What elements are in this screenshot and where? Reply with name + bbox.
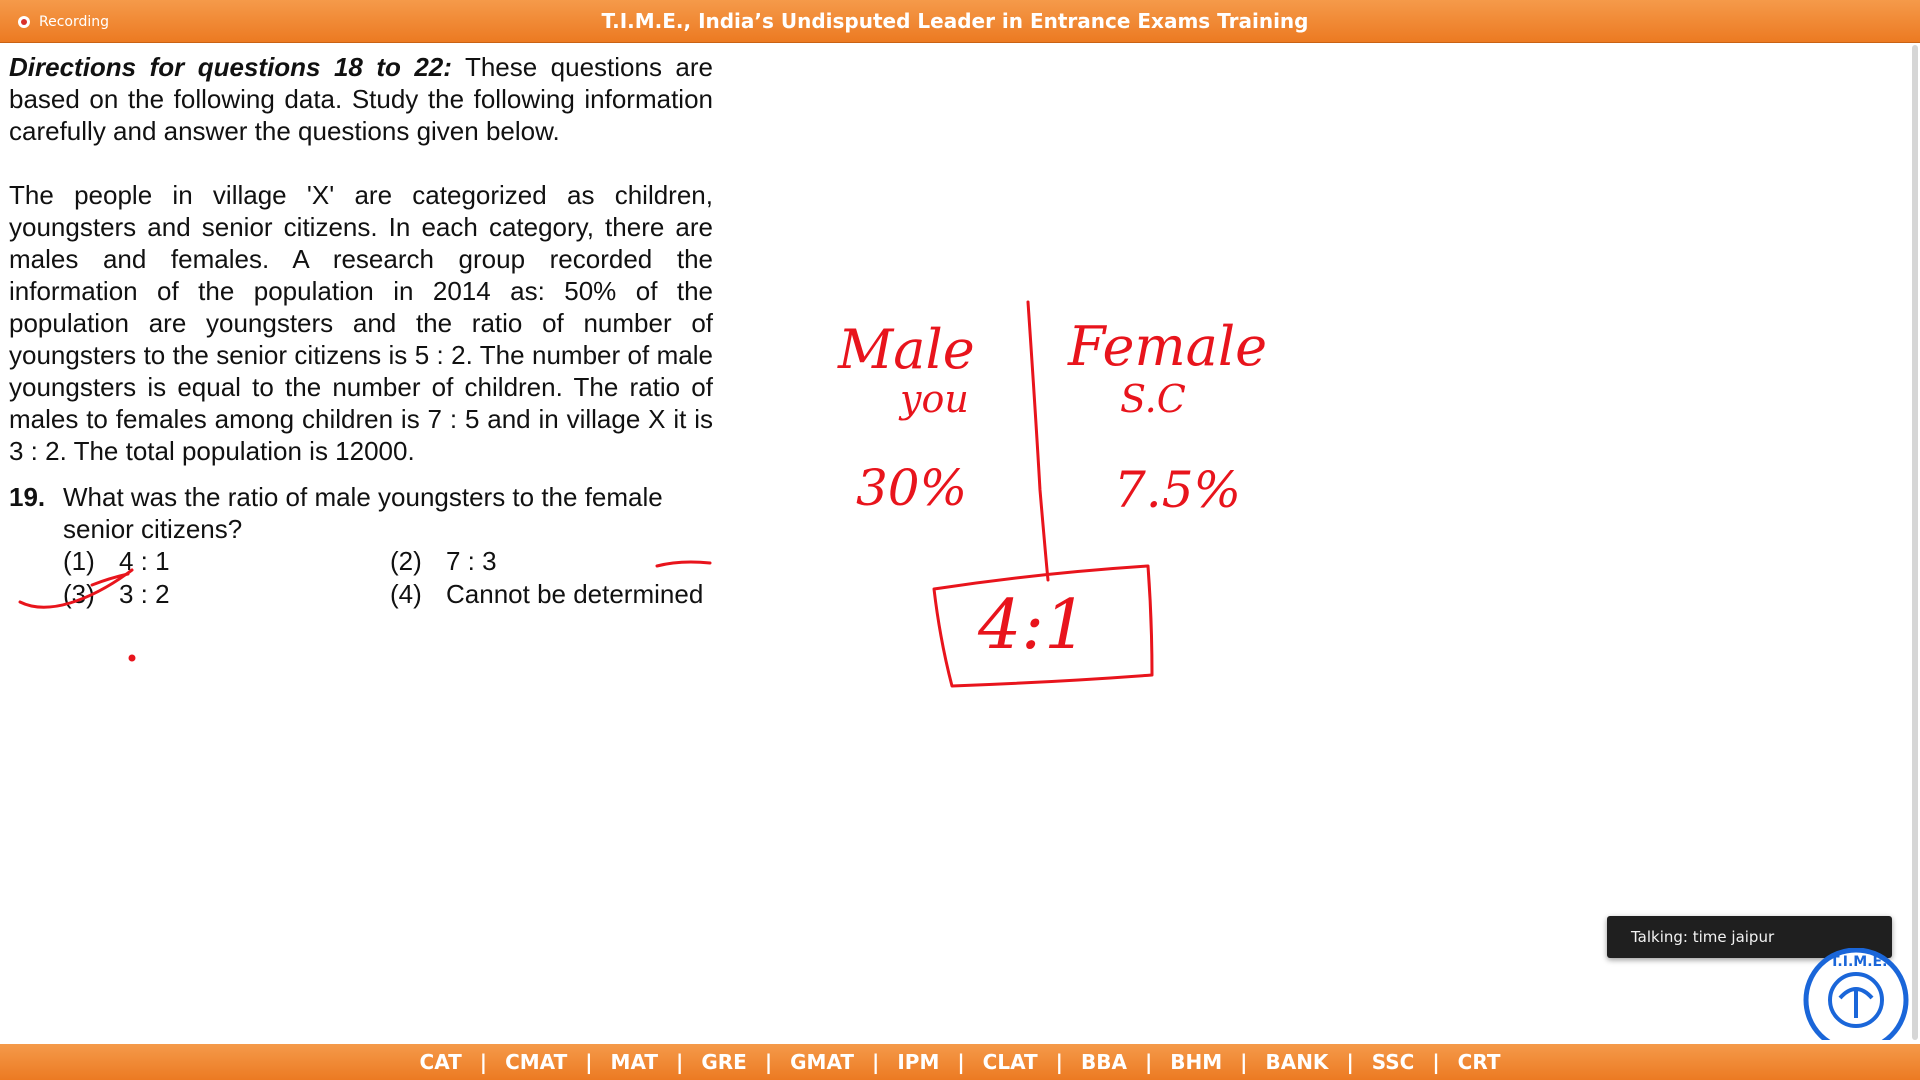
footer-separator: | — [1346, 1050, 1354, 1074]
footer-link-ssc[interactable]: SSC — [1371, 1050, 1415, 1074]
slide-canvas — [0, 43, 1920, 1044]
footer-separator: | — [1240, 1050, 1248, 1074]
footer-separator: | — [585, 1050, 593, 1074]
ink-female-label: Female — [1068, 315, 1268, 378]
footer-link-bba[interactable]: BBA — [1080, 1050, 1127, 1074]
option-3[interactable] — [63, 578, 170, 610]
footer-separator: | — [1055, 1050, 1063, 1074]
footer-link-crt[interactable]: CRT — [1457, 1050, 1501, 1074]
option-text: 3 : 2 — [119, 579, 170, 609]
footer-separator: | — [676, 1050, 684, 1074]
option-text: 7 : 3 — [446, 546, 497, 576]
option-2[interactable] — [390, 545, 497, 577]
option-text: 4 : 1 — [119, 546, 170, 576]
footer-link-bhm[interactable]: BHM — [1170, 1050, 1223, 1074]
ink-answer-ratio: 4:1 — [978, 586, 1088, 665]
footer-separator: | — [764, 1050, 773, 1074]
footer-link-cmat[interactable]: CMAT — [505, 1050, 568, 1074]
option-1[interactable] — [63, 545, 170, 577]
question-text: What was the ratio of male youngsters to the female senior citizens? — [63, 482, 663, 544]
directions-paragraph — [9, 51, 713, 147]
ink-you-label: you — [900, 377, 969, 421]
ink-male-pct: 30% — [856, 459, 968, 517]
vertical-scrollbar[interactable] — [1912, 45, 1918, 1040]
option-number: (1) — [63, 546, 95, 576]
question-19 — [9, 481, 713, 545]
footer-link-gmat[interactable]: GMAT — [790, 1050, 855, 1074]
directions-text: These questions are based on the following data. Study the following information carefully and answer the questions given below. — [9, 52, 713, 146]
footer-separator: | — [957, 1050, 965, 1074]
footer-link-gre[interactable]: GRE — [701, 1050, 747, 1074]
option-number: (3) — [63, 579, 95, 609]
course-footer — [0, 1044, 1920, 1080]
question-number: 19. — [9, 482, 46, 512]
option-number: (2) — [390, 546, 422, 576]
option-4[interactable] — [390, 578, 703, 610]
footer-link-cat[interactable]: CAT — [419, 1050, 462, 1074]
data-paragraph: The people in village 'X' are categorized as children, youngsters and senior citizens. In each category, there are males and females. A research group recorded the information of the population in 2014 as: 50% of the population are youngsters and the ratio of number of youngsters to the senior citizens is 5 : 2. The number of male youngsters is equal to the number of children. The ratio of males to females among children is 7 : 5 and in village X it is 3 : 2. The total population is 12000. — [9, 180, 713, 466]
option-number: (4) — [390, 579, 422, 609]
time-logo — [1800, 948, 1910, 1040]
ink-female-pct: 7.5% — [1114, 461, 1242, 519]
footer-link-ipm[interactable]: IPM — [897, 1050, 940, 1074]
option-text: Cannot be determined — [446, 579, 704, 609]
ink-sc-label: S.C — [1120, 377, 1186, 421]
logo-text: T.I.M.E. — [1830, 954, 1888, 970]
footer-link-mat[interactable]: MAT — [610, 1050, 659, 1074]
answer-options — [9, 545, 713, 611]
ink-male-label: Male — [838, 318, 975, 381]
footer-separator: | — [1144, 1050, 1153, 1074]
window-title: T.I.M.E., India’s Undisputed Leader in Entrance Exams Training — [601, 9, 1309, 33]
footer-separator: | — [1432, 1050, 1440, 1074]
recording-label: Recording — [39, 14, 110, 30]
footer-link-clat[interactable]: CLAT — [982, 1050, 1038, 1074]
directions-heading: Directions for questions 18 to 22: — [9, 52, 452, 82]
footer-separator: | — [872, 1050, 880, 1074]
footer-separator: | — [479, 1050, 488, 1074]
question-passage — [9, 51, 713, 611]
talking-toast: Talking: time jaipur — [1607, 916, 1892, 958]
footer-link-bank[interactable]: BANK — [1265, 1050, 1329, 1074]
title-bar — [0, 0, 1920, 43]
